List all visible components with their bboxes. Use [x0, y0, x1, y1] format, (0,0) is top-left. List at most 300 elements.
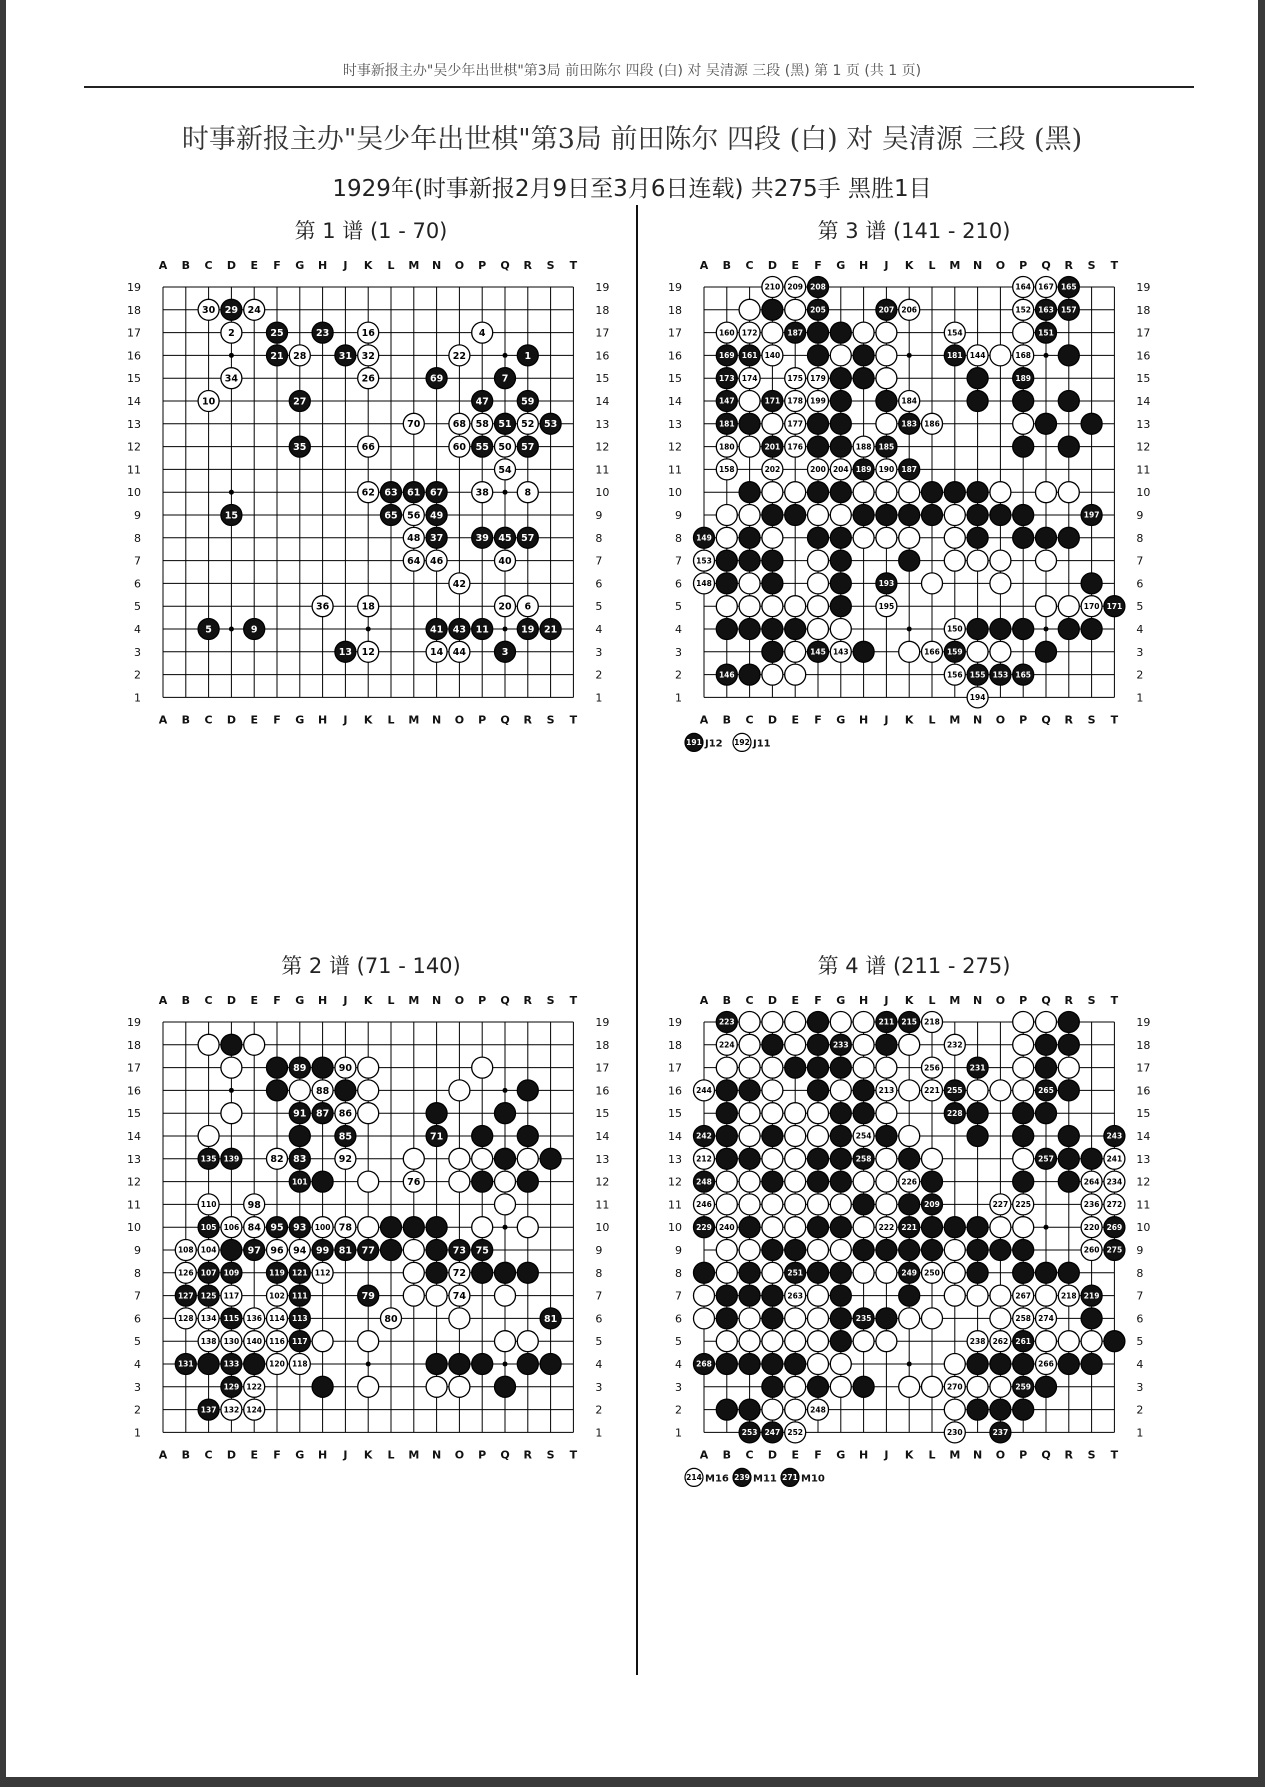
column-label: C: [204, 713, 213, 727]
white-stone: [1036, 1354, 1057, 1375]
black-stone: [289, 1103, 310, 1124]
black-stone: [517, 527, 538, 548]
black-stone: [1013, 1240, 1034, 1261]
move-number: 164: [1015, 282, 1032, 292]
move-number: 255: [946, 1086, 963, 1096]
black-stone: [449, 1354, 470, 1375]
black-stone: [830, 1034, 851, 1055]
white-stone: [762, 459, 783, 480]
white-stone: [785, 1012, 806, 1033]
move-number: 171: [764, 396, 781, 406]
black-stone: [830, 368, 851, 389]
move-number: 35: [293, 442, 307, 454]
move-number: 230: [946, 1428, 963, 1438]
white-stone: [967, 687, 988, 708]
move-number: 149: [696, 533, 712, 543]
white-stone: [426, 550, 447, 571]
black-stone: [853, 1080, 874, 1101]
white-stone: [716, 1034, 737, 1055]
column-label: L: [387, 713, 395, 727]
black-stone: [1013, 1262, 1034, 1283]
white-stone: [358, 322, 379, 343]
row-label: 6: [134, 577, 141, 591]
row-label: 5: [675, 600, 682, 614]
row-label: 10: [668, 1221, 682, 1235]
white-stone: [762, 1331, 783, 1352]
white-stone: [967, 641, 988, 662]
move-number: 134: [200, 1314, 217, 1324]
row-label: 5: [1136, 1335, 1144, 1349]
white-stone: [426, 641, 447, 662]
black-stone: [739, 1080, 760, 1101]
white-stone: [358, 1376, 379, 1397]
row-label: 8: [595, 531, 603, 545]
black-stone: [716, 550, 737, 571]
white-stone: [830, 1194, 851, 1215]
white-stone: [1058, 1285, 1079, 1306]
black-stone: [289, 1217, 310, 1238]
row-label: 18: [595, 1038, 610, 1052]
svg-text:J12: J12: [705, 738, 723, 750]
move-number: 6: [524, 601, 532, 613]
row-label: 7: [595, 1289, 603, 1303]
white-stone: [716, 1057, 737, 1078]
move-number: 2: [228, 328, 235, 340]
column-label: N: [972, 994, 983, 1007]
column-label: R: [523, 259, 533, 272]
move-number: 23: [315, 328, 330, 340]
column-label: K: [904, 1448, 914, 1462]
black-stone: [540, 619, 561, 640]
white-stone: [808, 1308, 829, 1329]
black-stone: [853, 505, 874, 526]
black-stone: [495, 413, 516, 434]
column-label: L: [387, 1448, 395, 1462]
white-stone: [1081, 596, 1102, 617]
row-label: 18: [668, 303, 682, 317]
column-label: C: [745, 994, 754, 1007]
white-stone: [922, 1262, 943, 1283]
move-number: 221: [901, 1222, 918, 1232]
row-label: 9: [675, 509, 682, 522]
black-stone: [449, 1240, 470, 1261]
white-stone: [808, 1194, 829, 1215]
move-number: 166: [924, 647, 940, 657]
black-stone: [1058, 436, 1079, 457]
black-stone: [922, 1217, 943, 1238]
row-label: 3: [134, 645, 141, 659]
column-label: Q: [1041, 994, 1051, 1007]
column-label: P: [1019, 994, 1028, 1007]
column-label: H: [317, 1448, 328, 1462]
column-label: G: [295, 994, 305, 1007]
svg-text:M10: M10: [801, 1473, 825, 1485]
move-number: 233: [832, 1040, 849, 1050]
black-stone: [221, 1376, 242, 1397]
row-label: 11: [595, 463, 610, 477]
black-stone: [762, 505, 783, 526]
black-stone: [198, 619, 219, 640]
column-label: P: [478, 994, 487, 1007]
black-stone: [244, 619, 265, 640]
move-number: 32: [361, 350, 375, 362]
black-stone: [830, 436, 851, 457]
row-label: 19: [127, 281, 141, 294]
star-point: [229, 353, 234, 358]
row-label: 13: [668, 1152, 682, 1166]
black-stone: [472, 1126, 493, 1147]
black-stone: [762, 436, 783, 457]
column-label: C: [745, 1448, 754, 1462]
move-number: 46: [429, 556, 444, 568]
row-label: 16: [127, 349, 141, 363]
move-number: 5: [205, 624, 212, 636]
column-label: C: [204, 259, 213, 272]
white-stone: [358, 596, 379, 617]
column-label: L: [387, 994, 395, 1007]
black-stone: [1013, 505, 1034, 526]
white-stone: [762, 664, 783, 685]
row-label: 18: [127, 303, 141, 317]
black-stone: [967, 505, 988, 526]
black-stone: [853, 641, 874, 662]
row-label: 1: [675, 691, 682, 705]
move-number: 21: [270, 350, 284, 362]
row-label: 2: [134, 1403, 141, 1417]
row-label: 10: [595, 486, 610, 500]
move-number: 188: [855, 442, 872, 452]
column-label: L: [928, 713, 936, 727]
move-number: 52: [521, 419, 535, 431]
row-label: 16: [1136, 1084, 1151, 1098]
black-stone: [967, 1126, 988, 1147]
move-number: 131: [177, 1359, 194, 1369]
white-stone: [944, 1034, 965, 1055]
black-stone: [1104, 596, 1125, 617]
black-stone: [808, 1057, 829, 1078]
white-stone: [990, 573, 1011, 594]
row-label: 13: [595, 417, 610, 431]
move-number: 187: [901, 465, 918, 475]
black-stone: [762, 1308, 783, 1329]
black-stone: [876, 1034, 897, 1055]
column-label: J: [343, 1448, 348, 1462]
row-label: 16: [1136, 349, 1151, 363]
move-number: 244: [696, 1086, 712, 1096]
move-number: 193: [878, 579, 895, 589]
move-number: 218: [1060, 1291, 1077, 1301]
white-stone: [198, 391, 219, 412]
move-number: 170: [1083, 601, 1100, 611]
move-number: 112: [314, 1268, 331, 1278]
black-stone: [967, 1399, 988, 1420]
move-number: 190: [878, 465, 895, 475]
row-label: 19: [1136, 1016, 1151, 1029]
move-number: 242: [696, 1131, 712, 1141]
black-stone: [517, 1171, 538, 1192]
white-stone: [876, 1194, 897, 1215]
move-number: 58: [475, 419, 489, 431]
white-stone: [785, 1399, 806, 1420]
white-stone: [785, 436, 806, 457]
white-stone: [785, 1126, 806, 1147]
star-point: [503, 627, 508, 632]
black-stone: [944, 1217, 965, 1238]
move-number: 173: [718, 373, 735, 383]
move-number: 137: [200, 1405, 217, 1415]
black-stone: [853, 1148, 874, 1169]
move-number: 8: [524, 487, 532, 499]
row-label: 5: [134, 600, 141, 614]
move-number: 260: [1083, 1245, 1100, 1255]
move-number: 148: [696, 579, 712, 589]
black-stone: [922, 1194, 943, 1215]
column-label: O: [454, 1448, 465, 1462]
black-stone: [517, 1262, 538, 1283]
white-stone: [739, 322, 760, 343]
row-label: 4: [675, 1358, 682, 1371]
white-stone: [739, 391, 760, 412]
row-label: 8: [134, 531, 141, 545]
move-number: 39: [475, 533, 489, 545]
move-number: 99: [315, 1245, 330, 1257]
white-stone: [403, 1285, 424, 1306]
black-stone: [967, 1262, 988, 1283]
row-label: 15: [668, 1107, 682, 1121]
move-number: 26: [361, 373, 375, 385]
black-stone: [335, 345, 356, 366]
star-point: [503, 1362, 508, 1367]
move-number: 259: [1015, 1382, 1032, 1392]
white-stone: [876, 1217, 897, 1238]
column-label: B: [722, 259, 731, 272]
svg-text:239: 239: [734, 1473, 750, 1483]
row-label: 18: [1136, 1038, 1151, 1052]
white-stone: [358, 1080, 379, 1101]
black-stone: [944, 482, 965, 503]
white-stone: [944, 1422, 965, 1443]
column-label: F: [814, 994, 822, 1007]
column-label: J: [884, 1448, 889, 1462]
black-stone: [267, 1080, 288, 1101]
white-stone: [853, 322, 874, 343]
white-stone: [739, 1171, 760, 1192]
black-stone: [830, 1103, 851, 1124]
white-stone: [899, 1080, 920, 1101]
column-label: E: [250, 1448, 258, 1462]
white-stone: [830, 1354, 851, 1375]
move-number: 117: [291, 1336, 308, 1346]
move-number: 159: [946, 647, 963, 657]
row-label: 11: [595, 1198, 610, 1212]
move-number: 205: [810, 305, 826, 315]
white-stone: [472, 1057, 493, 1078]
white-stone: [739, 596, 760, 617]
black-stone: [853, 1308, 874, 1329]
white-stone: [808, 619, 829, 640]
white-stone: [830, 641, 851, 662]
black-stone: [426, 482, 447, 503]
move-number: 45: [498, 533, 512, 545]
row-label: 12: [668, 1175, 682, 1189]
move-number: 275: [1106, 1245, 1123, 1255]
white-stone: [785, 1308, 806, 1329]
white-stone: [358, 345, 379, 366]
go-board-diagram-2: [106, 985, 646, 1460]
move-number: 136: [246, 1314, 263, 1324]
column-label: S: [546, 994, 555, 1007]
move-number: 215: [901, 1017, 918, 1027]
column-label: S: [1087, 1448, 1096, 1462]
black-stone: [808, 1012, 829, 1033]
move-number: 19: [521, 624, 535, 636]
column-label: A: [699, 713, 709, 727]
row-label: 14: [668, 395, 682, 408]
black-stone: [221, 1240, 242, 1261]
white-stone: [990, 1331, 1011, 1352]
row-label: 3: [595, 1380, 603, 1394]
white-stone: [967, 1331, 988, 1352]
move-number: 248: [696, 1177, 712, 1187]
row-label: 19: [668, 281, 682, 294]
white-stone: [785, 299, 806, 320]
move-number: 197: [1083, 510, 1100, 520]
move-number: 81: [543, 1313, 558, 1325]
black-stone: [899, 550, 920, 571]
white-stone: [312, 596, 333, 617]
black-stone: [944, 345, 965, 366]
white-stone: [1081, 1217, 1102, 1238]
move-number: 234: [1106, 1177, 1123, 1187]
svg-text:271: 271: [782, 1473, 798, 1483]
move-number: 184: [901, 396, 918, 406]
white-stone: [785, 1217, 806, 1238]
move-number: 36: [315, 601, 330, 613]
black-stone: [694, 527, 715, 548]
black-stone: [808, 1171, 829, 1192]
row-label: 10: [1136, 1221, 1151, 1235]
move-number: 110: [200, 1200, 217, 1210]
column-label: B: [181, 259, 190, 272]
white-stone: [922, 413, 943, 434]
black-stone: [762, 619, 783, 640]
column-label: C: [204, 994, 213, 1007]
move-number: 37: [429, 533, 444, 545]
row-label: 14: [1136, 1130, 1151, 1143]
move-number: 135: [200, 1154, 217, 1164]
move-number: 85: [338, 1131, 353, 1143]
column-label: K: [363, 1448, 373, 1462]
move-number: 181: [946, 351, 963, 361]
column-label: P: [1019, 259, 1028, 272]
move-number: 231: [969, 1063, 986, 1073]
white-stone: [449, 413, 470, 434]
move-number: 114: [269, 1314, 285, 1324]
black-stone: [1104, 1240, 1125, 1261]
row-label: 15: [668, 372, 682, 386]
white-stone: [785, 596, 806, 617]
white-stone: [198, 1034, 219, 1055]
black-stone: [1058, 1171, 1079, 1192]
row-label: 17: [1136, 1061, 1151, 1075]
column-label: H: [317, 713, 328, 727]
row-label: 1: [675, 1426, 682, 1440]
white-stone: [762, 1399, 783, 1420]
white-stone: [785, 1331, 806, 1352]
row-label: 2: [675, 668, 682, 682]
move-number: 69: [429, 373, 444, 385]
black-stone: [1013, 619, 1034, 640]
white-stone: [944, 1285, 965, 1306]
move-number: 62: [361, 487, 375, 499]
column-label: R: [1064, 1448, 1074, 1462]
black-stone: [426, 1240, 447, 1261]
column-label: D: [767, 259, 777, 272]
black-stone: [221, 1262, 242, 1283]
column-label: A: [158, 1448, 168, 1462]
white-stone: [762, 1080, 783, 1101]
column-label: D: [226, 259, 236, 272]
move-number: 63: [384, 487, 398, 499]
white-stone: [830, 1080, 851, 1101]
white-stone: [358, 1103, 379, 1124]
black-stone: [853, 1376, 874, 1397]
black-stone: [830, 413, 851, 434]
black-stone: [808, 1080, 829, 1101]
move-number: 121: [291, 1268, 308, 1278]
white-stone: [449, 1285, 470, 1306]
white-stone: [990, 1376, 1011, 1397]
move-number: 109: [223, 1268, 240, 1278]
column-label: N: [431, 1448, 442, 1462]
white-stone: [990, 482, 1011, 503]
move-number: 139: [223, 1154, 240, 1164]
move-number: 129: [223, 1382, 240, 1392]
white-stone: [1058, 482, 1079, 503]
move-number: 51: [498, 419, 512, 431]
move-number: 243: [1106, 1131, 1123, 1141]
white-stone: [244, 1194, 265, 1215]
svg-text:214: 214: [686, 1473, 702, 1483]
row-label: 14: [1136, 395, 1151, 408]
black-stone: [990, 664, 1011, 685]
white-stone: [1036, 1331, 1057, 1352]
white-stone: [1036, 1285, 1057, 1306]
move-number: 264: [1083, 1177, 1100, 1187]
white-stone: [716, 1331, 737, 1352]
black-stone: [716, 345, 737, 366]
column-label: M: [408, 713, 420, 727]
column-label: L: [928, 1448, 936, 1462]
white-stone: [244, 1034, 265, 1055]
black-stone: [716, 1399, 737, 1420]
board-svg: [647, 985, 1187, 1485]
black-stone: [1081, 1354, 1102, 1375]
black-stone: [1058, 391, 1079, 412]
white-stone: [198, 299, 219, 320]
white-stone: [335, 1148, 356, 1169]
white-stone: [922, 1308, 943, 1329]
move-number: 207: [878, 305, 895, 315]
black-stone: [944, 1080, 965, 1101]
move-number: 257: [1038, 1154, 1054, 1164]
black-stone: [853, 368, 874, 389]
white-stone: [1013, 1080, 1034, 1101]
white-stone: [495, 1194, 516, 1215]
black-stone: [312, 1171, 333, 1192]
white-stone: [944, 664, 965, 685]
white-stone: [403, 1262, 424, 1283]
